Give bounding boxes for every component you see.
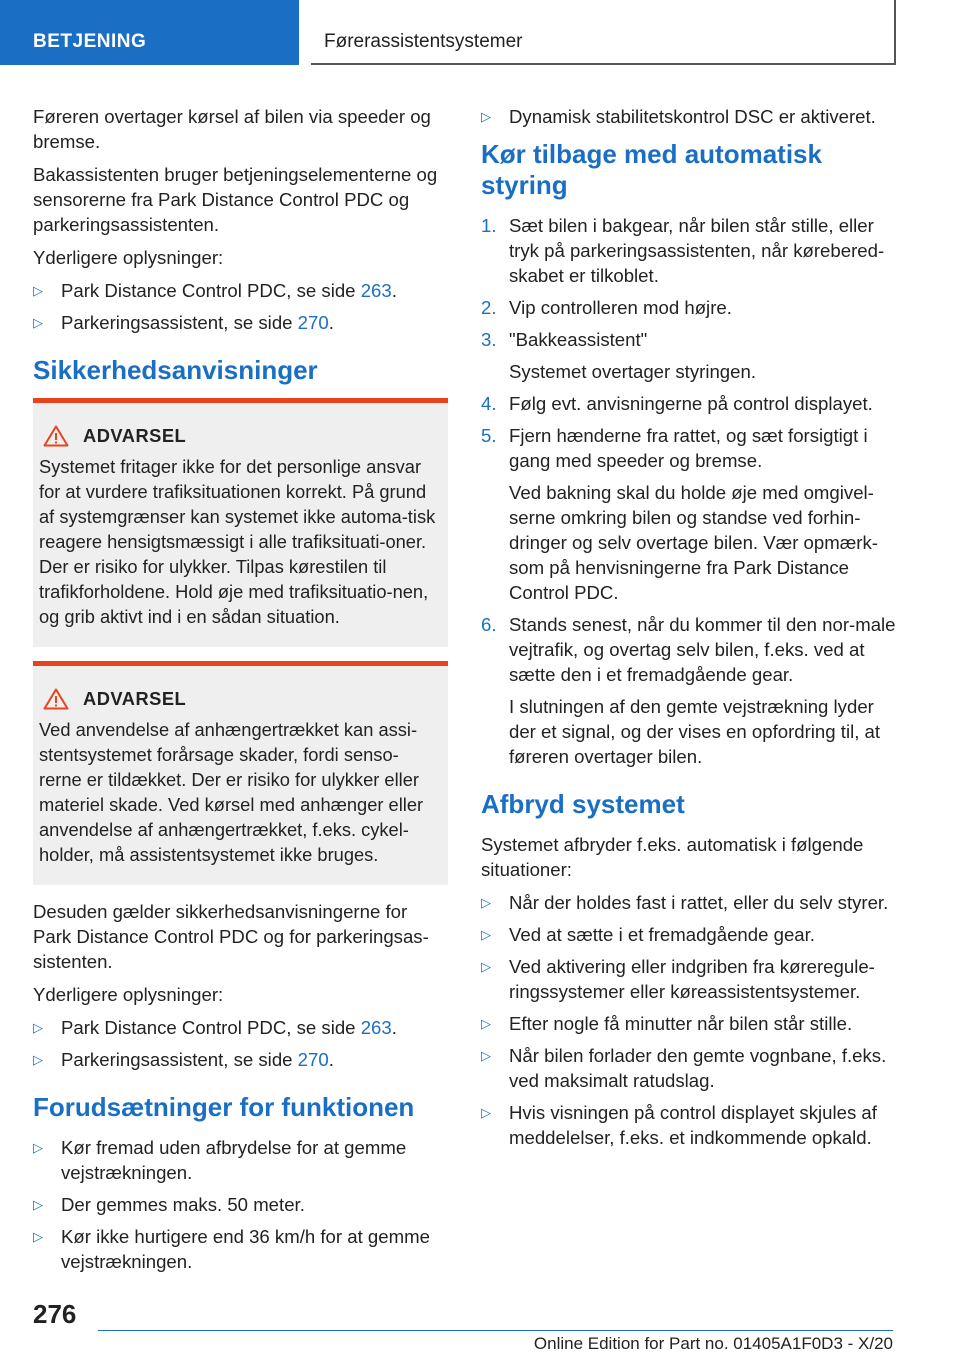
- section-heading: Sikkerhedsanvisninger: [33, 355, 318, 385]
- cancel-list: [481, 890, 901, 1150]
- section-heading: Kør tilbage med automatisk styring: [481, 139, 822, 200]
- list-item: 2. Vip controlleren mod højre.: [481, 297, 732, 318]
- list-item: ▷ Efter nogle få minutter når bilen står stille.: [481, 1013, 853, 1034]
- list-item: 5. Fjern hænderne fra rattet, og sæt forsigtigt i gang med speeder og bremse. Ved bakning skal du holde øje med omgivel-serne omkring bilen og standse ved forhin-dringer og selv overtage bilen. Vær opmærk-som på henvisningerne fra Park Distance Control PDC.: [481, 425, 878, 603]
- list-item: 6. Stands senest, når du kommer til den nor-male vejtrafik, og overtag selv bilen, f.eks. ved at sætte den i et fremadgående gear. I slutningen af den gemte vejstrækning lyder der et signal, og der vises en opfordring til, at føreren overtager bilen.: [481, 614, 896, 767]
- header-chapter: [311, 0, 896, 65]
- list-item: ▷ Parkeringsassistent, se side 270.: [33, 1049, 334, 1070]
- triangle-right-icon: ▷: [481, 109, 491, 124]
- list-item: 4. Følg evt. anvisningerne på control displayet.: [481, 393, 873, 414]
- section-heading: Afbryd systemet: [481, 789, 685, 819]
- triangle-right-icon: ▷: [481, 1105, 491, 1120]
- list-item: ▷ Når bilen forlader den gemte vognbane, f.eks. ved maksimalt ratudslag.: [481, 1045, 887, 1091]
- page-link[interactable]: 263: [360, 1017, 392, 1038]
- page-link[interactable]: 263: [360, 280, 392, 301]
- triangle-right-icon: ▷: [481, 927, 491, 942]
- list-item: 3. "Bakkeassistent" Systemet overtager styringen.: [481, 329, 756, 382]
- prerequisite-list: [33, 1135, 448, 1274]
- list-item: ▷ Park Distance Control PDC, se side 263.: [33, 280, 397, 301]
- triangle-right-icon: ▷: [33, 1197, 43, 1212]
- footer-divider: [98, 1330, 893, 1331]
- warning-box: [33, 661, 448, 885]
- section-heading: Forudsætninger for funktionen: [33, 1092, 415, 1122]
- list-item: ▷ Når der holdes fast i rattet, eller du selv styrer.: [481, 892, 889, 913]
- page-link[interactable]: 270: [297, 1049, 329, 1070]
- triangle-right-icon: ▷: [481, 959, 491, 974]
- triangle-right-icon: ▷: [481, 1048, 491, 1063]
- triangle-right-icon: ▷: [33, 1052, 43, 1067]
- warning-text: Ved anvendelse af anhængertrækket kan assi-stentsystemet forårsage skader, fordi senso-rerne er tildækket. Der er risiko for ulykker eller materiel skade. Ved kørsel med anhænger eller anvendelse af anhængertrækket, f.eks. cykel-holder, må assistentsystemet ikke bruges.: [39, 719, 424, 865]
- footer-edition: Online Edition for Part no. 01405A1F0D3 - X/20: [533, 1334, 893, 1353]
- warning-triangle-icon: [43, 425, 69, 447]
- section-title: BETJENING: [33, 31, 147, 52]
- triangle-right-icon: ▷: [33, 315, 43, 330]
- left-column: [33, 104, 448, 1281]
- paragraph: Bakassistenten bruger betjeningselementerne og sensorerne fra Park Distance Control PDC og parkeringsassistenten.: [33, 164, 438, 235]
- page-number: 276: [33, 1299, 77, 1329]
- triangle-right-icon: ▷: [481, 895, 491, 910]
- list-item: ▷ Kør ikke hurtigere end 36 km/h for at gemme vejstrækningen.: [33, 1226, 430, 1272]
- triangle-right-icon: ▷: [33, 1229, 43, 1244]
- page-link[interactable]: 270: [297, 312, 329, 333]
- list-item: ▷ Ved aktivering eller indgriben fra køreregule-ringssystemer eller køreassistentsystemer.: [481, 956, 875, 1002]
- list-item: 1. Sæt bilen i bakgear, når bilen står stille, eller tryk på parkeringsassistenten, når kørebered-skabet er tilkoblet.: [481, 215, 885, 286]
- prerequisite-list-continued: [481, 104, 901, 129]
- warning-title: ADVARSEL: [83, 425, 187, 446]
- list-item: ▷ Parkeringsassistent, se side 270.: [33, 312, 334, 333]
- warning-text: Systemet fritager ikke for det personlige ansvar for at vurdere trafiksituationen korrekt. På grund af systemgrænser kan systemet ikke automa-tisk reagere hensigtsmæssigt i alle trafiksituati-oner. Der er risiko for ulykker. Tilpas kørestilen til trafikforholdene. Hold øje med trafiksituatio-nen, og grib aktivt ind i en sådan situation.: [39, 456, 436, 627]
- warning-title: ADVARSEL: [83, 688, 187, 709]
- triangle-right-icon: ▷: [33, 283, 43, 298]
- paragraph: Desuden gælder sikkerhedsanvisningerne for Park Distance Control PDC og for parkeringsas-sistenten.: [33, 901, 429, 972]
- triangle-right-icon: ▷: [33, 1140, 43, 1155]
- list-item: ▷ Ved at sætte i et fremadgående gear.: [481, 924, 815, 945]
- warning-triangle-icon: [43, 688, 69, 710]
- list-item: ▷ Park Distance Control PDC, se side 263.: [33, 1017, 397, 1038]
- header-section: [0, 0, 299, 65]
- warning-box: [33, 398, 448, 647]
- paragraph: Føreren overtager kørsel af bilen via speeder og bremse.: [33, 106, 431, 152]
- reference-list: [33, 278, 448, 335]
- paragraph: Yderligere oplysninger:: [33, 984, 224, 1005]
- paragraph: Systemet afbryder f.eks. automatisk i følgende situationer:: [481, 834, 864, 880]
- list-item: ▷ Dynamisk stabilitetskontrol DSC er aktiveret.: [481, 106, 876, 127]
- triangle-right-icon: ▷: [33, 1020, 43, 1035]
- chapter-title: Førerassistentsystemer: [324, 31, 523, 52]
- list-item: ▷ Hvis visningen på control displayet skjules af meddelelser, f.eks. et indkommende opkald.: [481, 1102, 877, 1148]
- reference-list: [33, 1015, 448, 1072]
- paragraph: Yderligere oplysninger:: [33, 247, 224, 268]
- triangle-right-icon: ▷: [481, 1016, 491, 1031]
- list-item: ▷ Kør fremad uden afbrydelse for at gemme vejstrækningen.: [33, 1137, 407, 1183]
- list-item: ▷ Der gemmes maks. 50 meter.: [33, 1194, 305, 1215]
- steps-list: [481, 213, 901, 769]
- right-column: [481, 104, 901, 1157]
